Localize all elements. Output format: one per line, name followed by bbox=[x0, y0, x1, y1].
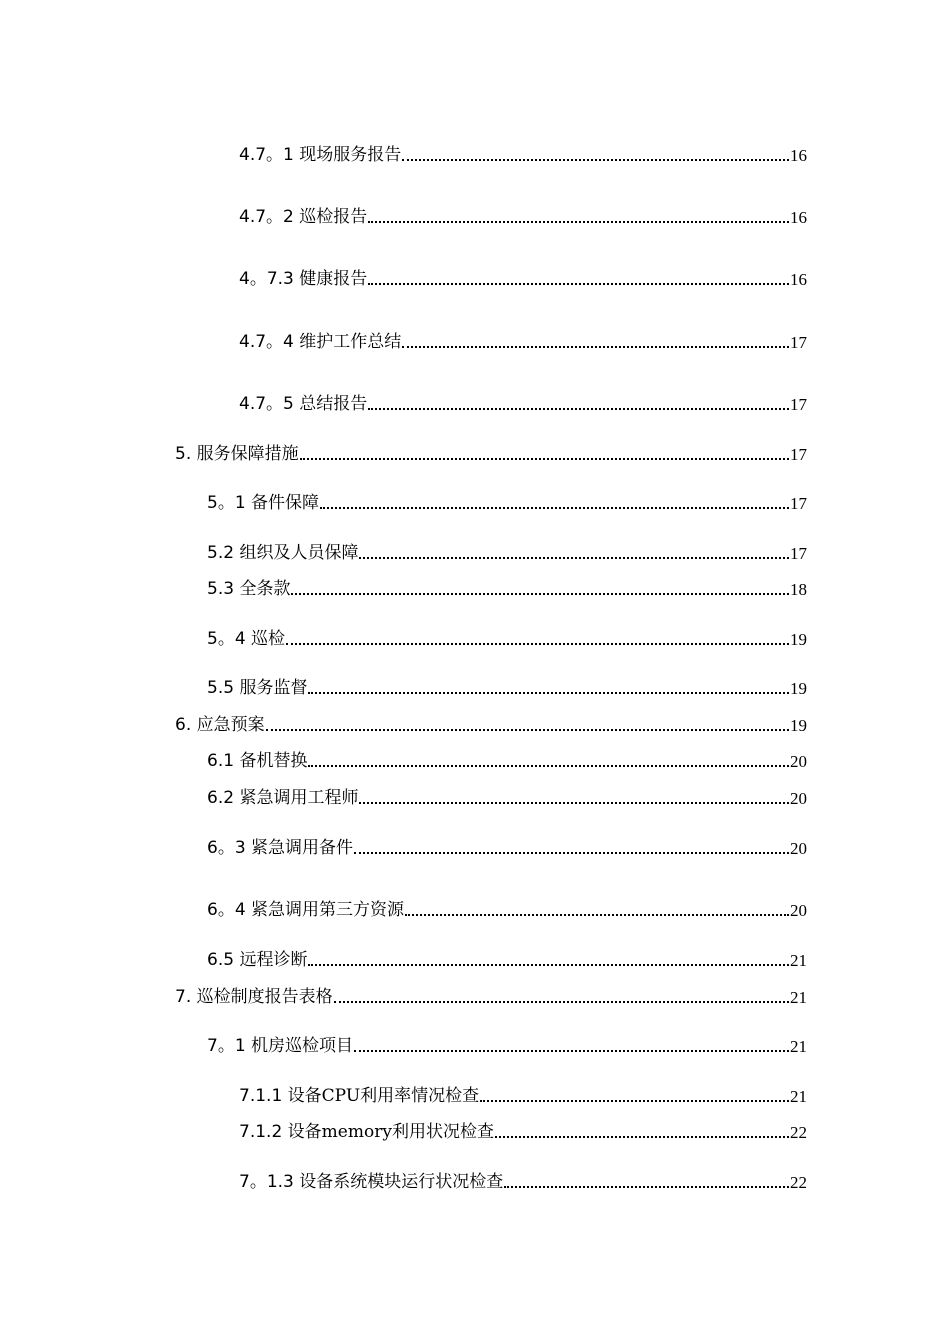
toc-title: 备机替换 bbox=[239, 751, 308, 771]
toc-page-number: 22 bbox=[790, 1123, 807, 1142]
toc-entry-6-3[interactable] bbox=[207, 831, 807, 857]
dot-leader bbox=[286, 643, 789, 645]
toc-number: 5.2 bbox=[207, 543, 240, 563]
toc-entry-5[interactable] bbox=[175, 437, 807, 463]
toc-title: 组织及人员保障 bbox=[239, 543, 359, 563]
toc-page-number: 21 bbox=[790, 988, 807, 1007]
dot-leader bbox=[308, 765, 789, 767]
toc-entry-5-1[interactable] bbox=[207, 486, 807, 512]
toc-page-number: 20 bbox=[790, 901, 807, 920]
toc-entry-4-7-5[interactable] bbox=[239, 387, 807, 413]
toc-title: 紧急调用备件 bbox=[251, 838, 354, 858]
toc-title: 远程诊断 bbox=[239, 950, 308, 970]
toc-title: 总结报告 bbox=[299, 394, 368, 414]
toc-page-number: 16 bbox=[790, 208, 807, 227]
dot-leader bbox=[495, 1136, 789, 1138]
dot-leader bbox=[405, 914, 789, 916]
toc-entry-6-1[interactable] bbox=[207, 744, 807, 770]
toc-entry-4-7-4[interactable] bbox=[239, 325, 807, 351]
toc-entry-7-1-2[interactable] bbox=[239, 1115, 807, 1141]
dot-leader bbox=[368, 221, 789, 223]
dot-leader bbox=[368, 283, 789, 285]
toc-entry-6[interactable] bbox=[175, 708, 807, 734]
toc-entry-6-4[interactable] bbox=[207, 893, 807, 919]
toc-page-number: 16 bbox=[790, 146, 807, 165]
toc-page-number: 21 bbox=[790, 1037, 807, 1056]
toc-title: 巡检 bbox=[251, 629, 286, 649]
toc-number: 6.2 bbox=[207, 788, 240, 808]
toc-page-number: 19 bbox=[790, 630, 807, 649]
dot-leader bbox=[402, 159, 789, 161]
toc-entry-5-2[interactable] bbox=[207, 536, 807, 562]
dot-leader bbox=[308, 964, 789, 966]
toc-number: 4.7。1 bbox=[239, 145, 300, 165]
toc-page-number: 21 bbox=[790, 1087, 807, 1106]
toc-number: 7.1.1 bbox=[239, 1086, 288, 1106]
toc-entry-7-1-1[interactable] bbox=[239, 1079, 807, 1105]
toc-page-number: 22 bbox=[790, 1173, 807, 1192]
toc-page-number: 19 bbox=[790, 679, 807, 698]
toc-title: 服务监督 bbox=[239, 678, 308, 698]
toc-number: 4.7。2 bbox=[239, 207, 300, 227]
toc-page-number: 19 bbox=[790, 716, 807, 735]
toc-page-number: 20 bbox=[790, 752, 807, 771]
toc-number: 5.5 bbox=[207, 678, 240, 698]
dot-leader bbox=[402, 346, 789, 348]
toc-number: 7. bbox=[175, 987, 197, 1007]
toc-entry-4-7-3[interactable] bbox=[239, 262, 807, 288]
toc-number: 5。1 bbox=[207, 493, 252, 513]
dot-leader bbox=[320, 507, 789, 509]
toc-number: 6。3 bbox=[207, 838, 252, 858]
toc-page-number: 20 bbox=[790, 839, 807, 858]
toc-number: 6。4 bbox=[207, 900, 252, 920]
dot-leader bbox=[359, 802, 789, 804]
toc-page-number: 18 bbox=[790, 580, 807, 599]
toc-number: 6.1 bbox=[207, 751, 240, 771]
dot-leader bbox=[480, 1100, 789, 1102]
toc-entry-7-1[interactable] bbox=[207, 1029, 807, 1055]
dot-leader bbox=[334, 1001, 789, 1003]
toc-number: 7。1 bbox=[207, 1036, 252, 1056]
toc-entry-6-2[interactable] bbox=[207, 781, 807, 807]
dot-leader bbox=[266, 729, 789, 731]
toc-title: 机房巡检项目 bbox=[251, 1036, 354, 1056]
toc-page-number: 17 bbox=[790, 445, 807, 464]
toc-page-number: 17 bbox=[790, 395, 807, 414]
dot-leader bbox=[359, 557, 789, 559]
toc-title: 服务保障措施 bbox=[196, 444, 299, 464]
toc-title: 巡检报告 bbox=[299, 207, 368, 227]
toc-title: 现场服务报告 bbox=[299, 145, 402, 165]
toc-entry-7-1-3[interactable] bbox=[239, 1165, 807, 1191]
toc-entry-7[interactable] bbox=[175, 980, 807, 1006]
toc-title: 紧急调用第三方资源 bbox=[251, 900, 405, 920]
dot-leader bbox=[504, 1186, 789, 1188]
toc-number: 5.3 bbox=[207, 579, 240, 599]
toc-number: 4.7。4 bbox=[239, 332, 300, 352]
toc-entry-5-4[interactable] bbox=[207, 622, 807, 648]
toc-entry-5-3[interactable] bbox=[207, 572, 807, 598]
toc-entry-4-7-2[interactable] bbox=[239, 200, 807, 226]
toc-title: 全条款 bbox=[239, 579, 291, 599]
dot-leader bbox=[300, 458, 789, 460]
toc-page-number: 17 bbox=[790, 544, 807, 563]
dot-leader bbox=[291, 593, 789, 595]
toc-page-number: 20 bbox=[790, 789, 807, 808]
toc-title: 设备CPU利用率情况检查 bbox=[287, 1086, 480, 1106]
toc-number: 7。1.3 bbox=[239, 1172, 300, 1192]
toc-title: 设备memory利用状况检查 bbox=[287, 1122, 494, 1142]
dot-leader bbox=[308, 692, 789, 694]
toc-page-number: 21 bbox=[790, 951, 807, 970]
toc-entry-4-7-1[interactable] bbox=[239, 138, 807, 164]
toc-page-number: 17 bbox=[790, 333, 807, 352]
toc-number: 5. bbox=[175, 444, 197, 464]
toc-page-number: 17 bbox=[790, 494, 807, 513]
dot-leader bbox=[368, 408, 789, 410]
toc-title: 应急预案 bbox=[196, 715, 265, 735]
toc-number: 7.1.2 bbox=[239, 1122, 288, 1142]
dot-leader bbox=[354, 852, 789, 854]
toc-title: 紧急调用工程师 bbox=[239, 788, 359, 808]
toc-title: 备件保障 bbox=[251, 493, 320, 513]
toc-page-number: 16 bbox=[790, 270, 807, 289]
toc-number: 6.5 bbox=[207, 950, 240, 970]
dot-leader bbox=[354, 1050, 789, 1052]
toc-number: 4.7。5 bbox=[239, 394, 300, 414]
toc-title: 维护工作总结 bbox=[299, 332, 402, 352]
toc-number: 4。7.3 bbox=[239, 269, 300, 289]
toc-title: 巡检制度报告表格 bbox=[196, 987, 333, 1007]
toc-number: 5。4 bbox=[207, 629, 252, 649]
toc-title: 设备系统模块运行状况检查 bbox=[299, 1172, 504, 1192]
toc-entry-6-5[interactable] bbox=[207, 943, 807, 969]
toc-entry-5-5[interactable] bbox=[207, 671, 807, 697]
toc-title: 健康报告 bbox=[299, 269, 368, 289]
toc-number: 6. bbox=[175, 715, 197, 735]
